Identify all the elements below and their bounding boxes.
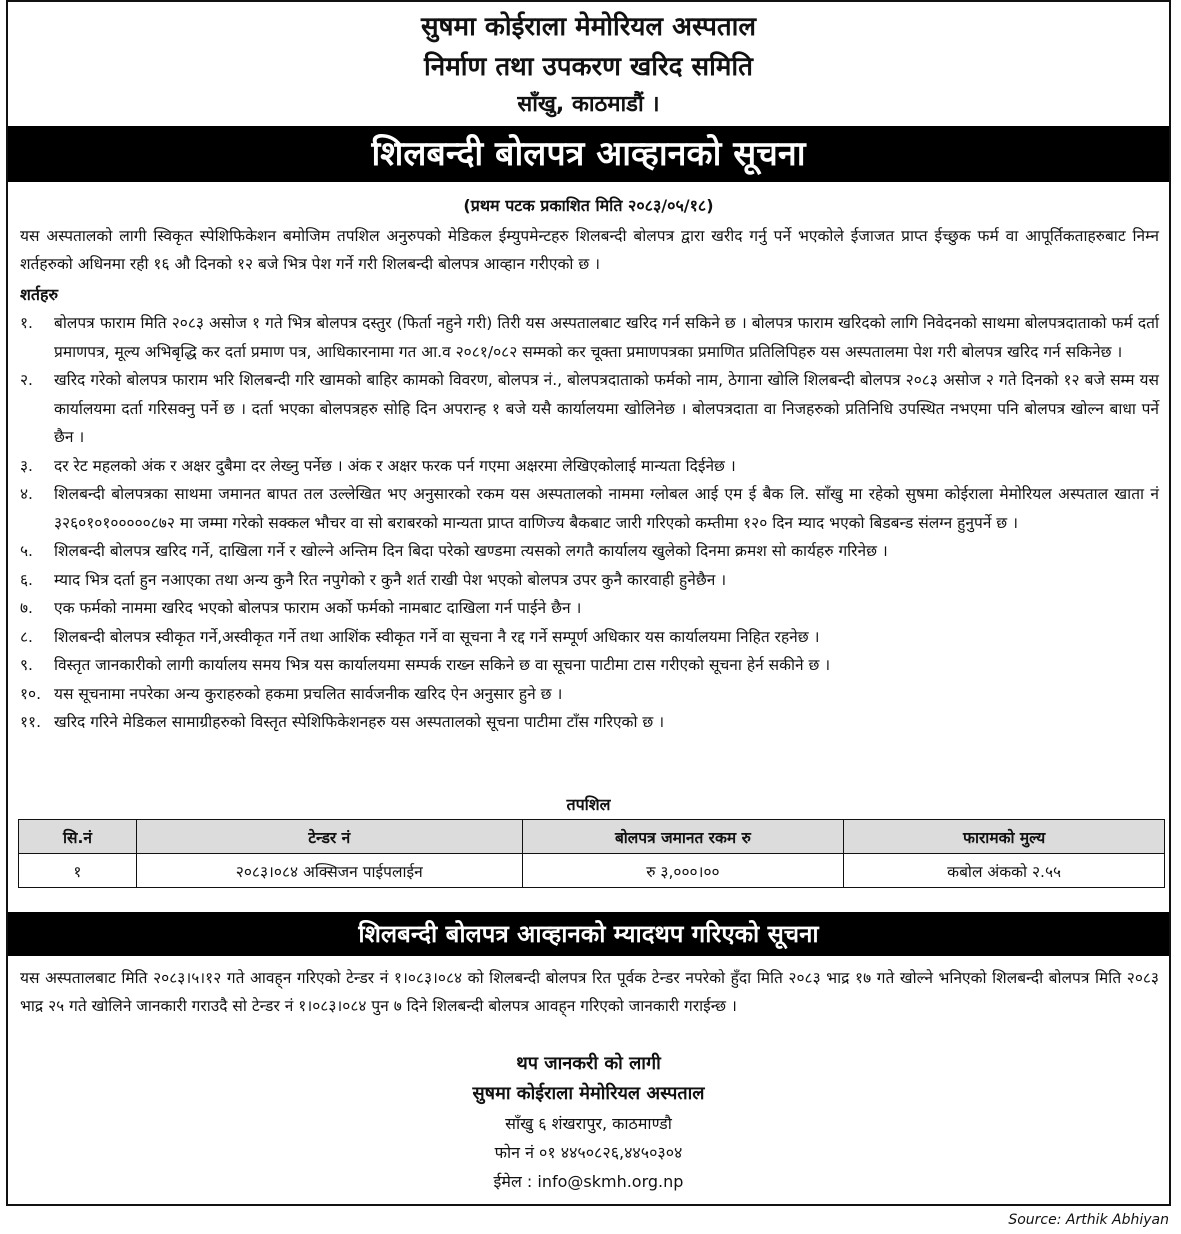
condition-item	[20, 366, 1159, 452]
cell-tender-no: २०८३।०८४ अक्सिजन पाईपलाईन	[136, 854, 522, 888]
column-header-bid-bond: बोलपत्र जमानत रकम रु	[522, 820, 844, 854]
committee-name: निर्माण तथा उपकरण खरिद समिति	[424, 52, 753, 82]
footer-phone: फोन नं ०१ ४४५०८२६,४४५०३०४	[494, 1143, 683, 1162]
condition-item	[20, 452, 1159, 481]
condition-text: यस सूचनामा नपरेका अन्य कुराहरुको हकमा प्रचलित सार्वजनीक खरिद ऐन अनुसार हुने छ ।	[54, 684, 563, 703]
extension-title: शिलबन्दी बोलपत्र आव्हानको म्यादथप गरिएको सूचना	[8, 912, 1169, 956]
condition-number: २.	[20, 371, 33, 389]
published-date: (प्रथम पटक प्रकाशित मिति २०८३/०५/१८)	[463, 196, 714, 215]
cell-form-price: कबोल अंकको २.५५	[844, 854, 1165, 888]
conditions-heading: शर्तहरु	[20, 285, 59, 304]
condition-item	[20, 480, 1159, 537]
footer-email: ईमेल : info@skmh.org.np	[493, 1172, 684, 1191]
condition-text: म्याद भित्र दर्ता हुन नआएका तथा अन्य कुनै रित नपुगेको र कुनै शर्त राखी पेश भएको बोलपत्र उपर कुनै कारवाही हुनेछैन ।	[54, 570, 727, 589]
conditions-list	[20, 309, 1159, 737]
condition-text: दर रेट महलको अंक र अक्षर दुबैमा दर लेख्नु पर्नेछ । अंक र अक्षर फरक पर्न गएमा अक्षरमा लेखिएकोलाई मान्यता दिईनेछ ।	[54, 456, 736, 475]
condition-number: ४.	[20, 485, 33, 503]
cell-bid-bond: रु ३,०००।००	[522, 854, 844, 888]
condition-number: १.	[20, 314, 33, 332]
condition-item	[20, 623, 1159, 652]
condition-item	[20, 680, 1159, 709]
hospital-address: साँखु, काठमाडौं ।	[517, 92, 660, 117]
notice-frame	[6, 0, 1171, 1206]
condition-number: ८.	[20, 627, 33, 646]
footer-contact-heading: थप जानकरी को लागी	[516, 1053, 661, 1074]
condition-text: शिलबन्दी बोलपत्र स्वीकृत गर्ने,अस्वीकृत गर्ने तथा आशिंक स्वीकृत गर्ने वा सूचना नै रद्द गर्ने सम्पूर्ण अधिकार यस कार्यालयमा निहित रहनेछ ।	[54, 627, 820, 646]
condition-number: ११.	[20, 713, 42, 731]
notice-title: शिलबन्दी बोलपत्र आव्हानको सूचना	[8, 126, 1169, 182]
column-header-tender-no: टेन्डर नं	[136, 820, 522, 854]
condition-number: ९.	[20, 656, 33, 674]
footer-address: साँखु ६ शंखरापुर, काठमाण्डौ	[505, 1114, 672, 1133]
extension-paragraph: यस अस्पतालबाट मिति २०८३।५।१२ गते आवह्‌न गरिएको टेन्डर नं १।०८३।०८४ को शिलबन्दी बोलपत्र रित पूर्वक टेन्डर नपरेको हुँदा मिति २०८३ भाद्र १७ गते खोल्ने भनिएको शिलबन्दी बोलपत्र मिति २०८३ भाद्र २५ गते खोलिने जानकारी गराउदै सो टेन्डर नं १।०८३।०८४ पुन ७ दिने शिलबन्दी बोलपत्र आवह्‌न गरिएको जानकारी गराईन्छ ।	[20, 969, 1159, 1015]
condition-item	[20, 651, 1159, 680]
condition-number: १०.	[20, 684, 42, 703]
condition-number: ३.	[20, 456, 33, 475]
condition-text: शिलबन्दी बोलपत्रका साथमा जमानत बापत तल उल्लेखित भए अनुसारको रकम यस अस्पतालको नाममा ग्लोबल आई एम ई बैक लि. साँखु मा रहेको सुषमा कोईराला मेमोरियल अस्पताल खाता नं ३२६०१०१०००००८७२ मा जम्मा गरेको सक्कल भौचर वा सो बराबरको मान्यता प्राप्त वाणिज्य बैकबाट जारी गरिएको कम्तीमा १२० दिन म्याद भएको बिडबन्ड संलग्न हुनुपर्ने छ ।	[54, 485, 1159, 532]
condition-text: खरिद गरेको बोलपत्र फाराम भरि शिलबन्दी गरि खामको बाहिर कामको विवरण, बोलपत्र नं., बोलपत्रदाताको फर्मको नाम, ठेगाना खोलि शिलबन्दी बोलपत्र २०८३ असोज २ गते दिनको १२ बजे सम्म यस कार्यालयमा दर्ता गरिसक्नु पर्ने छ । दर्ता भएका बोलपत्रहरु सोहि दिन अपरान्ह १ बजे यसै कार्यालयमा खोलिनेछ । बोलपत्रदाता वा निजहरुको प्रतिनिधि उपस्थित नभएमा पनि बोलपत्र खोल्न बाधा पर्ने छैन ।	[54, 371, 1159, 446]
condition-text: बोलपत्र फाराम मिति २०८३ असोज १ गते भित्र बोलपत्र दस्तुर (फिर्ता नहुने गरी) तिरी यस अस्पतालबाट खरिद गर्न सकिने छ । बोलपत्र फाराम खरिदको लागि निवेदनको साथमा बोलपत्रदाताको फर्म दर्ता प्रमाणपत्र, मूल्य अभिबृद्धि कर दर्ता प्रमाण पत्र, आधिकारनामा गत आ.व २०८१/०८२ सम्मको कर चूक्ता प्रमाणपत्रका प्रमाणित प्रतिलिपिहरु यस अस्पतालमा पेश गरी बोलपत्र खरिद गर्न सकिनेछ ।	[54, 314, 1159, 361]
source-credit: Source: Arthik Abhiyan	[1008, 1212, 1169, 1228]
column-header-form-price: फारामको मुल्य	[844, 820, 1165, 854]
intro-paragraph: यस अस्पतालको लागी स्विकृत स्पेशिफिकेशन बमोजिम तपशिल अनुरुपको मेडिकल ईम्युपमेन्टहरु शिलबन्दी बोलपत्र द्वारा खरीद गर्नु पर्ने भएकोले ईजाजत प्राप्त ईच्छुक फर्म वा आपूर्तिकताहरुबाट निम्न शर्तहरुको अधिनमा रही १६ औ दिनको १२ बजे भित्र पेश गर्ने गरी शिलबन्दी बोलपत्र आव्हान गरीएको छ ।	[20, 227, 1159, 273]
condition-text: एक फर्मको नाममा खरिद भएको बोलपत्र फाराम अर्को फर्मको नामबाट दाखिला गर्न पाईने छैन ।	[54, 599, 582, 617]
condition-item	[20, 537, 1159, 566]
condition-number: ६.	[20, 570, 33, 589]
condition-item	[20, 594, 1159, 623]
table-header-row	[19, 820, 1165, 854]
cell-serial: १	[19, 854, 137, 888]
condition-text: विस्तृत जानकारीको लागी कार्यालय समय भित्र यस कार्यालयमा सम्पर्क राख्न सकिने छ वा सूचना पाटीमा टास गरीएको सूचना हेर्न सकीने छ ।	[54, 656, 831, 674]
condition-text: शिलबन्दी बोलपत्र खरिद गर्ने, दाखिला गर्ने र खोल्ने अन्तिम दिन बिदा परेको खण्डमा त्यसको लगतै कार्यालय खुलेको दिनमा क्रमश सो कार्यहरु गरिनेछ ।	[54, 542, 888, 560]
column-header-serial: सि.नं	[19, 820, 137, 854]
condition-item	[20, 708, 1159, 737]
table-caption: तपशिल	[566, 795, 611, 814]
condition-number: ७.	[20, 599, 33, 617]
condition-item	[20, 566, 1159, 595]
tender-table	[18, 819, 1165, 888]
footer-hospital-name: सुषमा कोईराला मेमोरियल अस्पताल	[472, 1083, 705, 1104]
condition-number: ५.	[20, 542, 33, 560]
table-row	[19, 854, 1165, 888]
condition-item	[20, 309, 1159, 366]
hospital-name: सुषमा कोईराला मेमोरियल अस्पताल	[420, 12, 757, 42]
condition-text: खरिद गरिने मेडिकल सामाग्रीहरुको विस्तृत स्पेशिफिकेशनहरु यस अस्पतालको सूचना पाटीमा टाँस गरिएको छ ।	[54, 713, 665, 731]
